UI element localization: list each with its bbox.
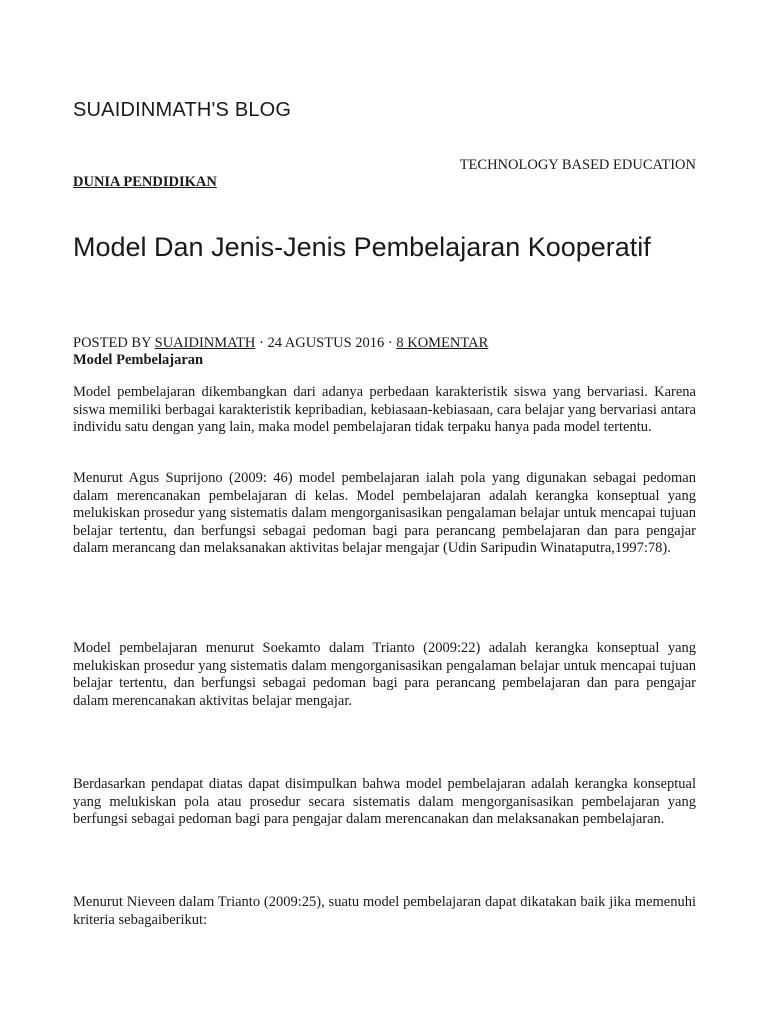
post-title: Model Dan Jenis-Jenis Pembelajaran Kooperatif xyxy=(73,232,651,262)
author-link[interactable]: SUAIDINMATH xyxy=(154,335,256,351)
blog-tagline: TECHNOLOGY BASED EDUCATION xyxy=(459,157,696,173)
comments-link[interactable]: 8 KOMENTAR xyxy=(396,335,489,351)
paragraph: Berdasarkan pendapat diatas dapat disimpulkan bahwa model pembelajaran adalah kerangka konseptual yang melukiskan pola atau prosedur secara sistematis dalam mengorganisasikan pembelajaran yang berfungsi sebagai pedoman bagi para pengajar dalam merencanakan dan melaksanakan pembelajaran. xyxy=(73,776,696,828)
posted-by-label: POSTED BY xyxy=(73,335,155,351)
meta-separator: · xyxy=(384,335,397,351)
paragraph: Model pembelajaran menurut Soekamto dalam Trianto (2009:22) adalah kerangka konseptual yang melukiskan prosedur yang sistematis dalam mengorganisasikan pengalaman belajar untuk mencapai tujuan belajar tertentu, dan berfungsi sebagai pedoman bagi para perancang pembelajaran dan para pengajar dalam merencanakan aktivitas belajar mengajar. xyxy=(73,640,696,709)
meta-separator: · xyxy=(255,335,268,351)
post-date: 24 AGUSTUS 2016 xyxy=(267,335,385,351)
paragraph: Model pembelajaran dikembangkan dari adanya perbedaan karakteristik siswa yang bervariasi. Karena siswa memiliki berbagai karakteristik kepribadian, kebiasaan-kebiasaan, cara belajar yang bervariasi antara individu satu dengan yang lain, maka model pembelajaran tidak terpaku hanya pada model tertentu. xyxy=(73,384,696,436)
post-meta xyxy=(73,335,488,352)
section-heading: Model Pembelajaran xyxy=(73,352,204,368)
category-link[interactable]: DUNIA PENDIDIKAN xyxy=(73,174,217,190)
paragraph: Menurut Nieveen dalam Trianto (2009:25), suatu model pembelajaran dapat dikatakan baik jika memenuhi kriteria sebagaiberikut: xyxy=(73,894,696,928)
paragraph: Menurut Agus Suprijono (2009: 46) model pembelajaran ialah pola yang digunakan sebagai pedoman dalam merencanakan pembelajaran di kelas. Model pembelajaran adalah kerangka konseptual yang melukiskan prosedur yang sistematis dalam mengorganisasikan pengalaman belajar untuk mencapai tujuan belajar tertentu, dan berfungsi sebagai pedoman bagi para perancang pembelajaran dan para pengajar dalam merancang dan melaksanakan aktivitas belajar mengajar (Udin Saripudin Winataputra,1997:78). xyxy=(73,470,696,557)
blog-title[interactable]: SUAIDINMATH'S BLOG xyxy=(73,99,292,121)
